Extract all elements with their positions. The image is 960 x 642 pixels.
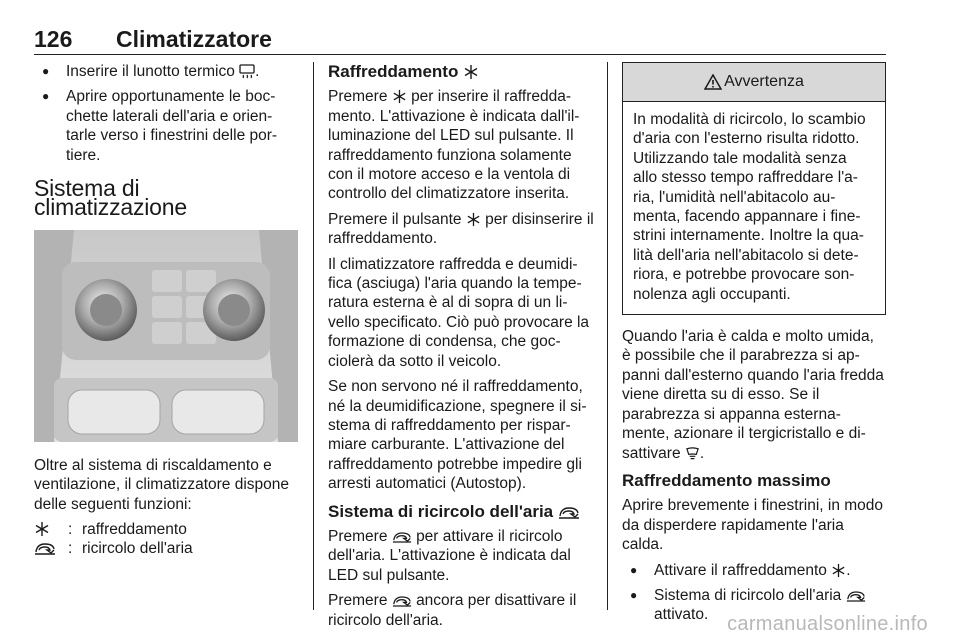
column-1 — [34, 62, 298, 559]
recirculation-icon — [558, 506, 580, 520]
rear-window-heater-icon — [239, 64, 255, 79]
column-divider-1 — [313, 62, 314, 610]
column-3 — [622, 62, 886, 631]
snowflake-icon — [463, 64, 479, 80]
heading-max-cooling: Raffreddamento massimo — [622, 470, 831, 490]
heading-cooling: Raffreddamento — [328, 62, 596, 81]
paragraph-fuel-saving: Se non servono né il raffreddamento, né la deumidificazione, spegnere il si-stema di raffreddamento per rispar-miare carburante. L'attivazione del raffreddamento potrebbe impedire gli arresti automatici (Autostop). — [328, 378, 587, 493]
recirculation-icon — [846, 590, 866, 603]
function-row-cooling: : raffreddamento — [34, 520, 298, 539]
paragraph-recirc-off: Premere ancora per disattivare il ricircolo dell'aria. — [328, 592, 577, 629]
windshield-air-icon — [685, 446, 700, 461]
watermark: carmanualsonline.info — [727, 613, 928, 635]
paragraph-open-windows: Aprire brevemente i finestrini, in modo da disperdere rapidamente l'aria calda. — [622, 497, 884, 554]
recirculation-icon — [392, 531, 412, 544]
bullet-recirculation-on: ● Sistema di ricircolo dell'aria attivato. — [622, 586, 886, 625]
function-row-recirculation: : ricircolo dell'aria — [34, 539, 298, 558]
control-panel-photo — [34, 230, 298, 442]
column-2 — [328, 62, 596, 636]
control-panel-illustration — [34, 230, 298, 442]
snowflake-icon — [34, 521, 50, 537]
snowflake-icon — [392, 89, 407, 104]
page-header — [34, 26, 886, 56]
paragraph-windshield-fog: Quando l'aria è calda e molto umida, è possibile che il parabrezza si ap-panni dall'esterno quando l'aria fredda viene diretta su di esso. Se il parabrezza si appanna esterna-mente, azionare il tergicristallo e di-sattivare . — [622, 328, 884, 462]
warning-box — [622, 62, 886, 315]
page-number: 126 — [34, 26, 73, 52]
paragraph-cooling-off: Premere il pulsante per disinserire il raffreddamento. — [328, 210, 594, 248]
paragraph-dehumidify: Il climatizzatore raffredda e deumidi-fica (asciuga) l'aria quando la tempe-ratura esterna è al di sopra di un li-vello specificato. Ciò può provocare la formazione di condensa, che goc-ciolerà da sotto il veicolo. — [328, 255, 590, 370]
snowflake-icon — [831, 563, 846, 578]
warning-icon — [704, 74, 722, 90]
paragraph-recirc-on: Premere per attivare il ricircolo dell'aria. L'attivazione è indicata dal LED sul pulsante. — [328, 527, 571, 584]
bullet-rear-window: ● Inserire il lunotto termico . — [34, 62, 298, 81]
warning-title: Avvertenza — [724, 73, 804, 91]
heading-recirculation: Sistema di ricircolo dell'aria — [328, 502, 596, 521]
recirculation-icon — [34, 542, 56, 556]
bullet-activate-cooling: ● Attivare il raffreddamento . — [622, 561, 886, 580]
chapter-title: Climatizzatore — [116, 26, 272, 52]
header-rule — [34, 54, 886, 55]
snowflake-icon — [466, 212, 481, 227]
recirculation-icon — [392, 595, 412, 608]
warning-header — [623, 63, 885, 102]
column-divider-2 — [607, 62, 608, 610]
paragraph-cooling-on: Premere per inserire il raffredda-mento. L'attivazione è indicata dall'il-luminazione del LED sul pulsante. Il raffreddamento funziona solamente con il motore acceso e la ventola di controllo del climatizzatore inserita. — [328, 88, 580, 203]
bullet-side-vents: ● Aprire opportunamente le boc-chette laterali dell'aria e orien-tarle verso i finestrini delle por-tiere. — [34, 87, 298, 165]
section-heading: Sistema di climatizzazione — [34, 175, 187, 221]
warning-text: In modalità di ricircolo, lo scambio d'aria con l'esterno risulta ridotto. Utilizzando tale modalità senza allo stesso tempo raffreddare l'a-ria, l'umidità nell'abitacolo au-menta, facendo appannare i fine-strini internamente. Inoltre la qua-lità dell'aria nell'abitacolo si dete-riora, e potrebbe provocare son-nolenza agli occupanti. — [633, 111, 866, 303]
functions-intro: Oltre al sistema di riscaldamento e ventilazione, il climatizzatore dispone delle seguenti funzioni: — [34, 456, 290, 513]
